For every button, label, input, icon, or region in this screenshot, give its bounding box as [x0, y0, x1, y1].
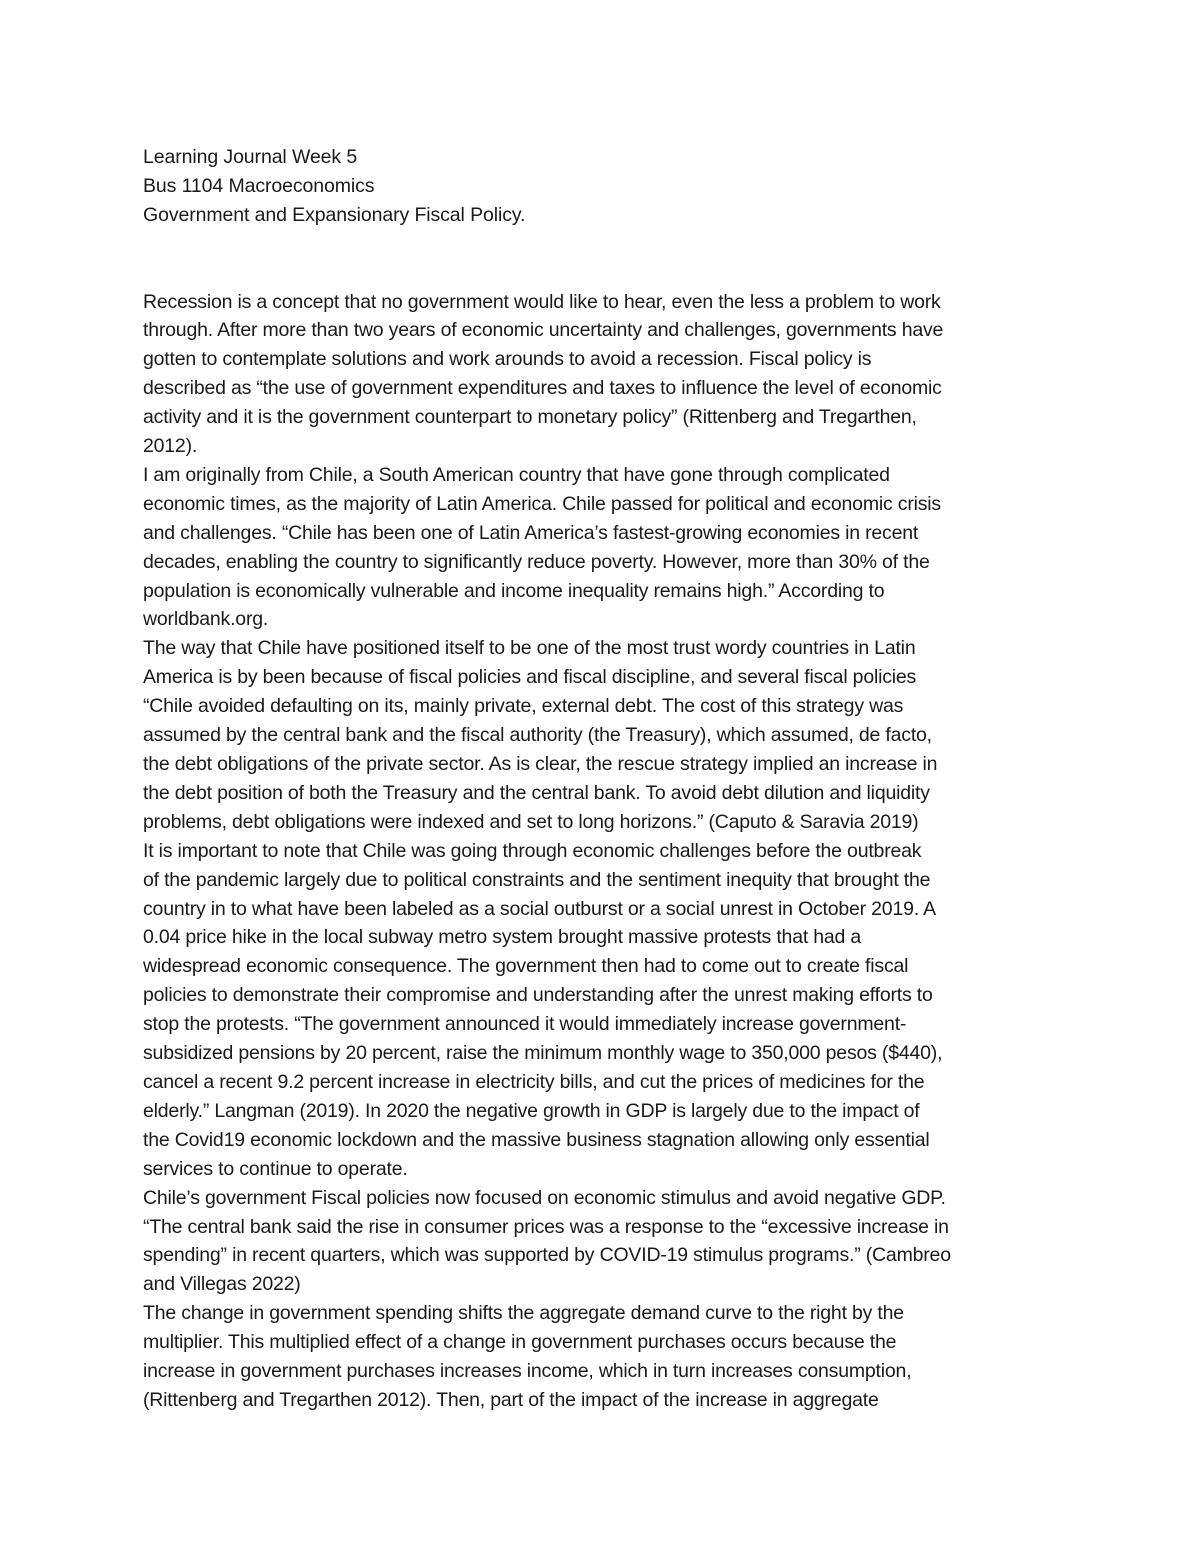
journal-title: Learning Journal Week 5 — [143, 146, 358, 168]
text-line: “Chile avoided defaulting on its, mainly private, external debt. The cost of this strategy was — [143, 695, 904, 718]
text-line: The change in government spending shifts the aggregate demand curve to the right by the — [143, 1302, 904, 1325]
text-line: 0.04 price hike in the local subway metro system brought massive protests that had a — [143, 926, 862, 949]
text-line: country in to what have been labeled as a social outburst or a social unrest in October 2019. A — [143, 897, 936, 920]
text-line: subsidized pensions by 20 percent, raise the minimum monthly wage to 350,000 pesos ($440), — [143, 1042, 943, 1065]
text-line: Chile’s government Fiscal policies now focused on economic stimulus and avoid negative GDP. — [143, 1186, 946, 1209]
text-line: spending” in recent quarters, which was supported by COVID-19 stimulus programs.” (Cambreo — [143, 1244, 951, 1267]
text-line: 2012). — [143, 435, 198, 458]
text-line: increase in government purchases increases income, which in turn increases consumption, — [143, 1360, 912, 1383]
text-line: the debt position of both the Treasury and the central bank. To avoid debt dilution and liquidity — [143, 781, 930, 804]
text-line: The way that Chile have positioned itself to be one of the most trust wordy countries in Latin — [143, 637, 916, 660]
text-line: of the pandemic largely due to political constraints and the sentiment inequity that brought the — [143, 868, 931, 891]
text-line: assumed by the central bank and the fiscal authority (the Treasury), which assumed, de facto, — [143, 724, 932, 747]
text-line: (Rittenberg and Tregarthen 2012). Then, part of the impact of the increase in aggregate — [143, 1388, 879, 1411]
text-line: I am originally from Chile, a South American country that have gone through complicated — [143, 463, 890, 486]
text-line: It is important to note that Chile was going through economic challenges before the outbreak — [143, 839, 922, 862]
document-content — [143, 143, 1063, 1415]
text-line: Recession is a concept that no government would like to hear, even the less a problem to work — [143, 290, 941, 313]
text-line: America is by been because of fiscal policies and fiscal discipline, and several fiscal policies — [143, 666, 917, 689]
text-line: and Villegas 2022) — [143, 1273, 301, 1296]
text-line: the Covid19 economic lockdown and the massive business stagnation allowing only essential — [143, 1128, 930, 1151]
text-line: widespread economic consequence. The government then had to come out to create fiscal — [143, 955, 909, 978]
text-line: decades, enabling the country to significantly reduce poverty. However, more than 30% of the — [143, 550, 930, 573]
text-line: policies to demonstrate their compromise and understanding after the unrest making efforts to — [143, 984, 933, 1007]
document-header — [143, 143, 1063, 230]
course-name: Bus 1104 Macroeconomics — [143, 174, 375, 197]
essay-body — [143, 288, 1063, 1415]
text-line: described as “the use of government expenditures and taxes to influence the level of economic — [143, 377, 942, 400]
text-line: worldbank.org. — [143, 608, 269, 631]
text-line: multiplier. This multiplied effect of a change in government purchases occurs because the — [143, 1331, 897, 1354]
text-line: problems, debt obligations were indexed and set to long horizons.” (Caputo & Saravia 2019) — [143, 810, 919, 833]
essay-topic: Government and Expansionary Fiscal Policy. — [143, 203, 526, 226]
text-line: through. After more than two years of economic uncertainty and challenges, governments have — [143, 319, 944, 342]
text-line: “The central bank said the rise in consumer prices was a response to the “excessive increase in — [143, 1215, 949, 1238]
text-line: economic times, as the majority of Latin America. Chile passed for political and economic crisis — [143, 492, 941, 515]
text-line: services to continue to operate. — [143, 1157, 408, 1180]
text-line: gotten to contemplate solutions and work arounds to avoid a recession. Fiscal policy is — [143, 348, 872, 371]
text-line: elderly.” Langman (2019). In 2020 the negative growth in GDP is largely due to the impact of — [143, 1099, 920, 1122]
text-line: stop the protests. “The government announced it would immediately increase government- — [143, 1013, 907, 1036]
text-line: the debt obligations of the private sector. As is clear, the rescue strategy implied an increase in — [143, 753, 938, 776]
text-line: population is economically vulnerable and income inequality remains high.” According to — [143, 579, 885, 602]
text-line: and challenges. “Chile has been one of Latin America’s fastest-growing economies in recent — [143, 521, 919, 544]
text-line: activity and it is the government counterpart to monetary policy” (Rittenberg and Tregarthen, — [143, 406, 917, 429]
text-line: cancel a recent 9.2 percent increase in electricity bills, and cut the prices of medicines for the — [143, 1070, 925, 1093]
